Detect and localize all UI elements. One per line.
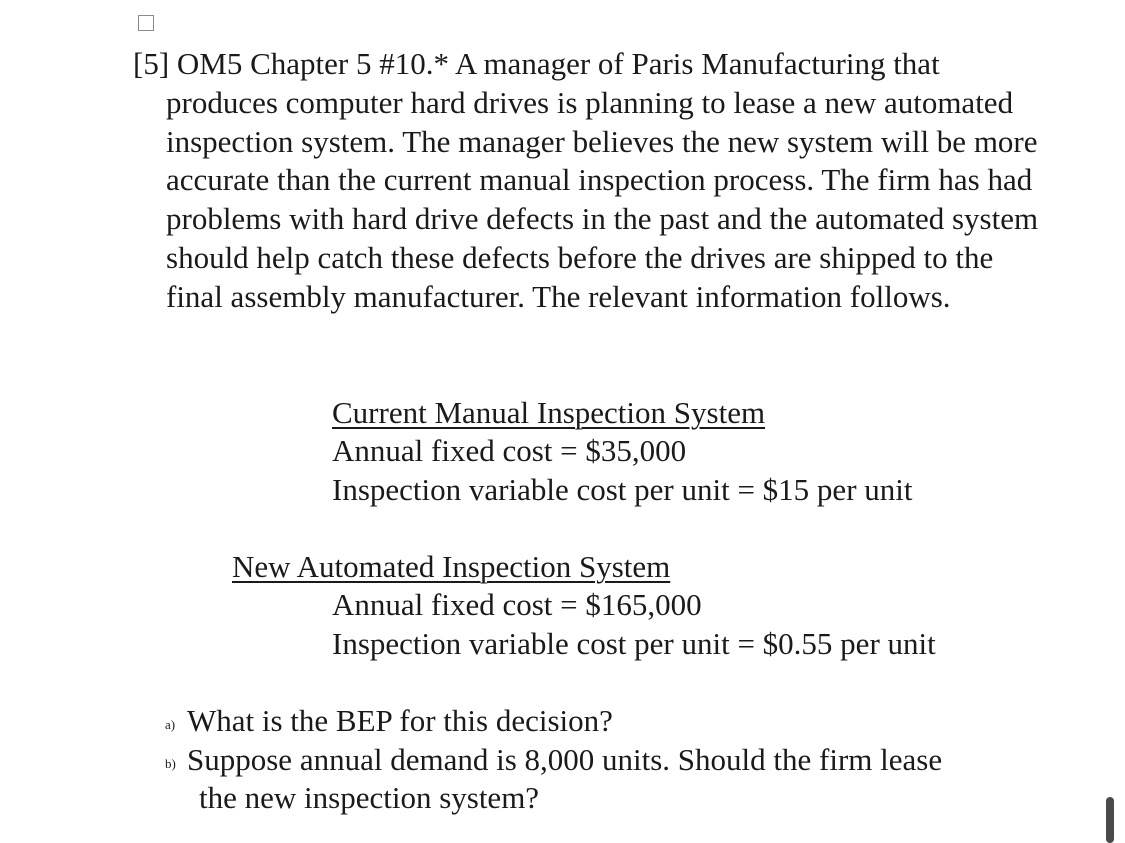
question-b-marker: b): [165, 756, 176, 771]
selection-checkbox[interactable]: [138, 15, 154, 31]
current-variable-cost: Inspection variable cost per unit = $15 per unit: [332, 472, 913, 507]
question-a-marker: a): [165, 717, 176, 732]
new-fixed-cost: Annual fixed cost = $165,000: [332, 587, 702, 622]
current-system-heading: Current Manual Inspection System: [332, 395, 766, 430]
question-b-continuation: the new inspection system?: [199, 780, 540, 815]
question-b-text: Suppose annual demand is 8,000 units. Should the firm lease: [187, 742, 943, 777]
question-b: [165, 741, 942, 784]
question-a-text: What is the BEP for this decision?: [187, 703, 613, 738]
problem-statement: [5] OM5 Chapter 5 #10.* A manager of Paris Manufacturing that produces computer hard drives is planning to lease a new automated inspection system. The manager believes the new system will be more accurate than the current manual inspection process. The firm has had problems with hard drive defects in the past and the automated system should help catch these defects before the drives are shipped to the final assembly manufacturer. The relevant information follows.: [133, 46, 1039, 314]
new-variable-cost: Inspection variable cost per unit = $0.55 per unit: [332, 626, 936, 661]
current-fixed-cost: Annual fixed cost = $35,000: [332, 433, 687, 468]
question-a: [165, 702, 613, 745]
scrollbar-thumb[interactable]: [1106, 797, 1114, 843]
new-system-heading: New Automated Inspection System: [232, 549, 671, 584]
